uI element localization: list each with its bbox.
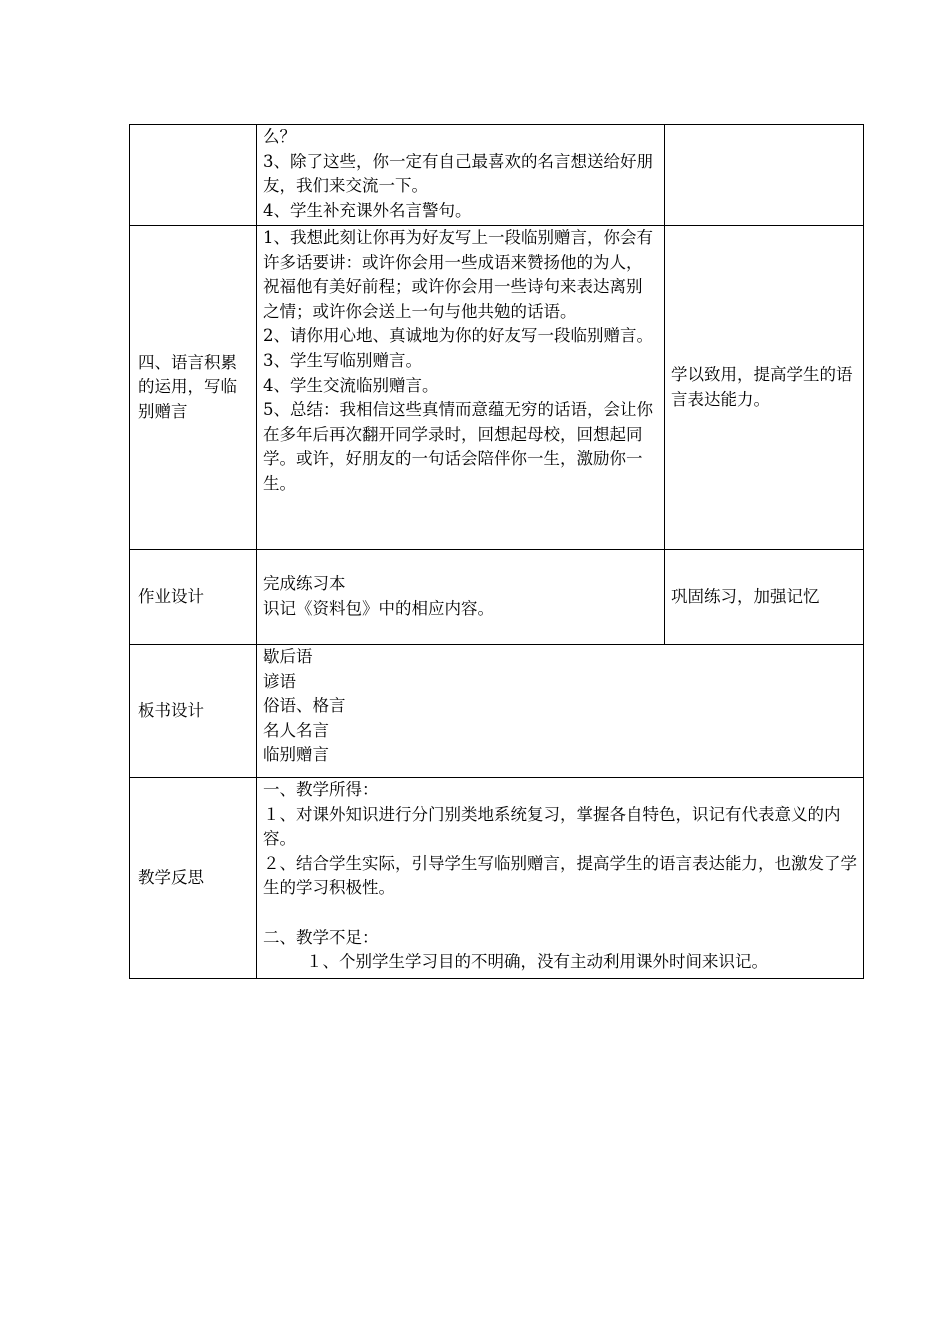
board-item: 名人名言 [263, 720, 329, 740]
reflection-item: １、个别学生学习目的不明确，没有主动利用课外时间来识记。 [306, 952, 768, 972]
row-content [257, 125, 665, 226]
row-note: 学以致用，提高学生的语言表达能力。 [665, 226, 864, 550]
row-note: 巩固练习，加强记忆 [665, 550, 864, 645]
reflection-item: １、对课外知识进行分门别类地系统复习，掌握各自特色，识记有代表意义的内容。 [263, 804, 841, 849]
table-row [130, 550, 864, 645]
spacer [263, 901, 857, 926]
row-content [257, 550, 665, 645]
lesson-plan-table [129, 124, 864, 979]
row-label: 板书设计 [130, 645, 257, 778]
content-line: 2、请你用心地、真诚地为你的好友写一段临别赠言。 [263, 326, 653, 346]
board-item: 临别赠言 [263, 745, 329, 765]
row-label [130, 125, 257, 226]
content-line: 3、除了这些，你一定有自己最喜欢的名言想送给好朋友，我们来交流一下。 [263, 151, 653, 196]
content-line: 识记《资料包》中的相应内容。 [263, 599, 494, 618]
reflection-item: ２、结合学生实际，引导学生写临别赠言，提高学生的语言表达能力，也激发了学生的学习积极性。 [263, 853, 857, 898]
content-line: 4、学生交流临别赠言。 [263, 375, 439, 395]
row-label: 四、语言积累的运用，写临别赠言 [130, 226, 257, 550]
reflection-content [257, 778, 864, 979]
table-row [130, 645, 864, 778]
table-row [130, 226, 864, 550]
row-label: 教学反思 [130, 778, 257, 979]
reflection-heading: 二、教学不足： [263, 927, 379, 947]
board-content [257, 645, 864, 778]
content-line: 么？ [263, 127, 296, 146]
table-row [130, 125, 864, 226]
content-line: 完成练习本 [263, 574, 346, 594]
content-line: 3、学生写临别赠言。 [263, 350, 422, 370]
board-item: 谚语 [263, 671, 296, 691]
content-line: 1、我想此刻让你再为好友写上一段临别赠言，你会有许多话要讲：或许你会用一些成语来赞扬他的为人，祝福他有美好前程；或许你会用一些诗句来表达离别之情；或许你会送上一句与他共勉的话语。 [263, 228, 653, 321]
row-label: 作业设计 [130, 550, 257, 645]
board-item: 俗语、格言 [263, 696, 346, 716]
content-line: 4、学生补充课外名言警句。 [263, 200, 472, 220]
row-content [257, 226, 665, 550]
board-item: 歇后语 [263, 647, 313, 666]
reflection-heading: 一、教学所得： [263, 780, 379, 799]
content-line: 5、总结：我相信这些真情而意蕴无穷的话语，会让你在多年后再次翻开同学录时，回想起母校，回想起同学。或许，好朋友的一句话会陪伴你一生，激励你一生。 [263, 400, 653, 493]
row-note [665, 125, 864, 226]
table-row [130, 778, 864, 979]
